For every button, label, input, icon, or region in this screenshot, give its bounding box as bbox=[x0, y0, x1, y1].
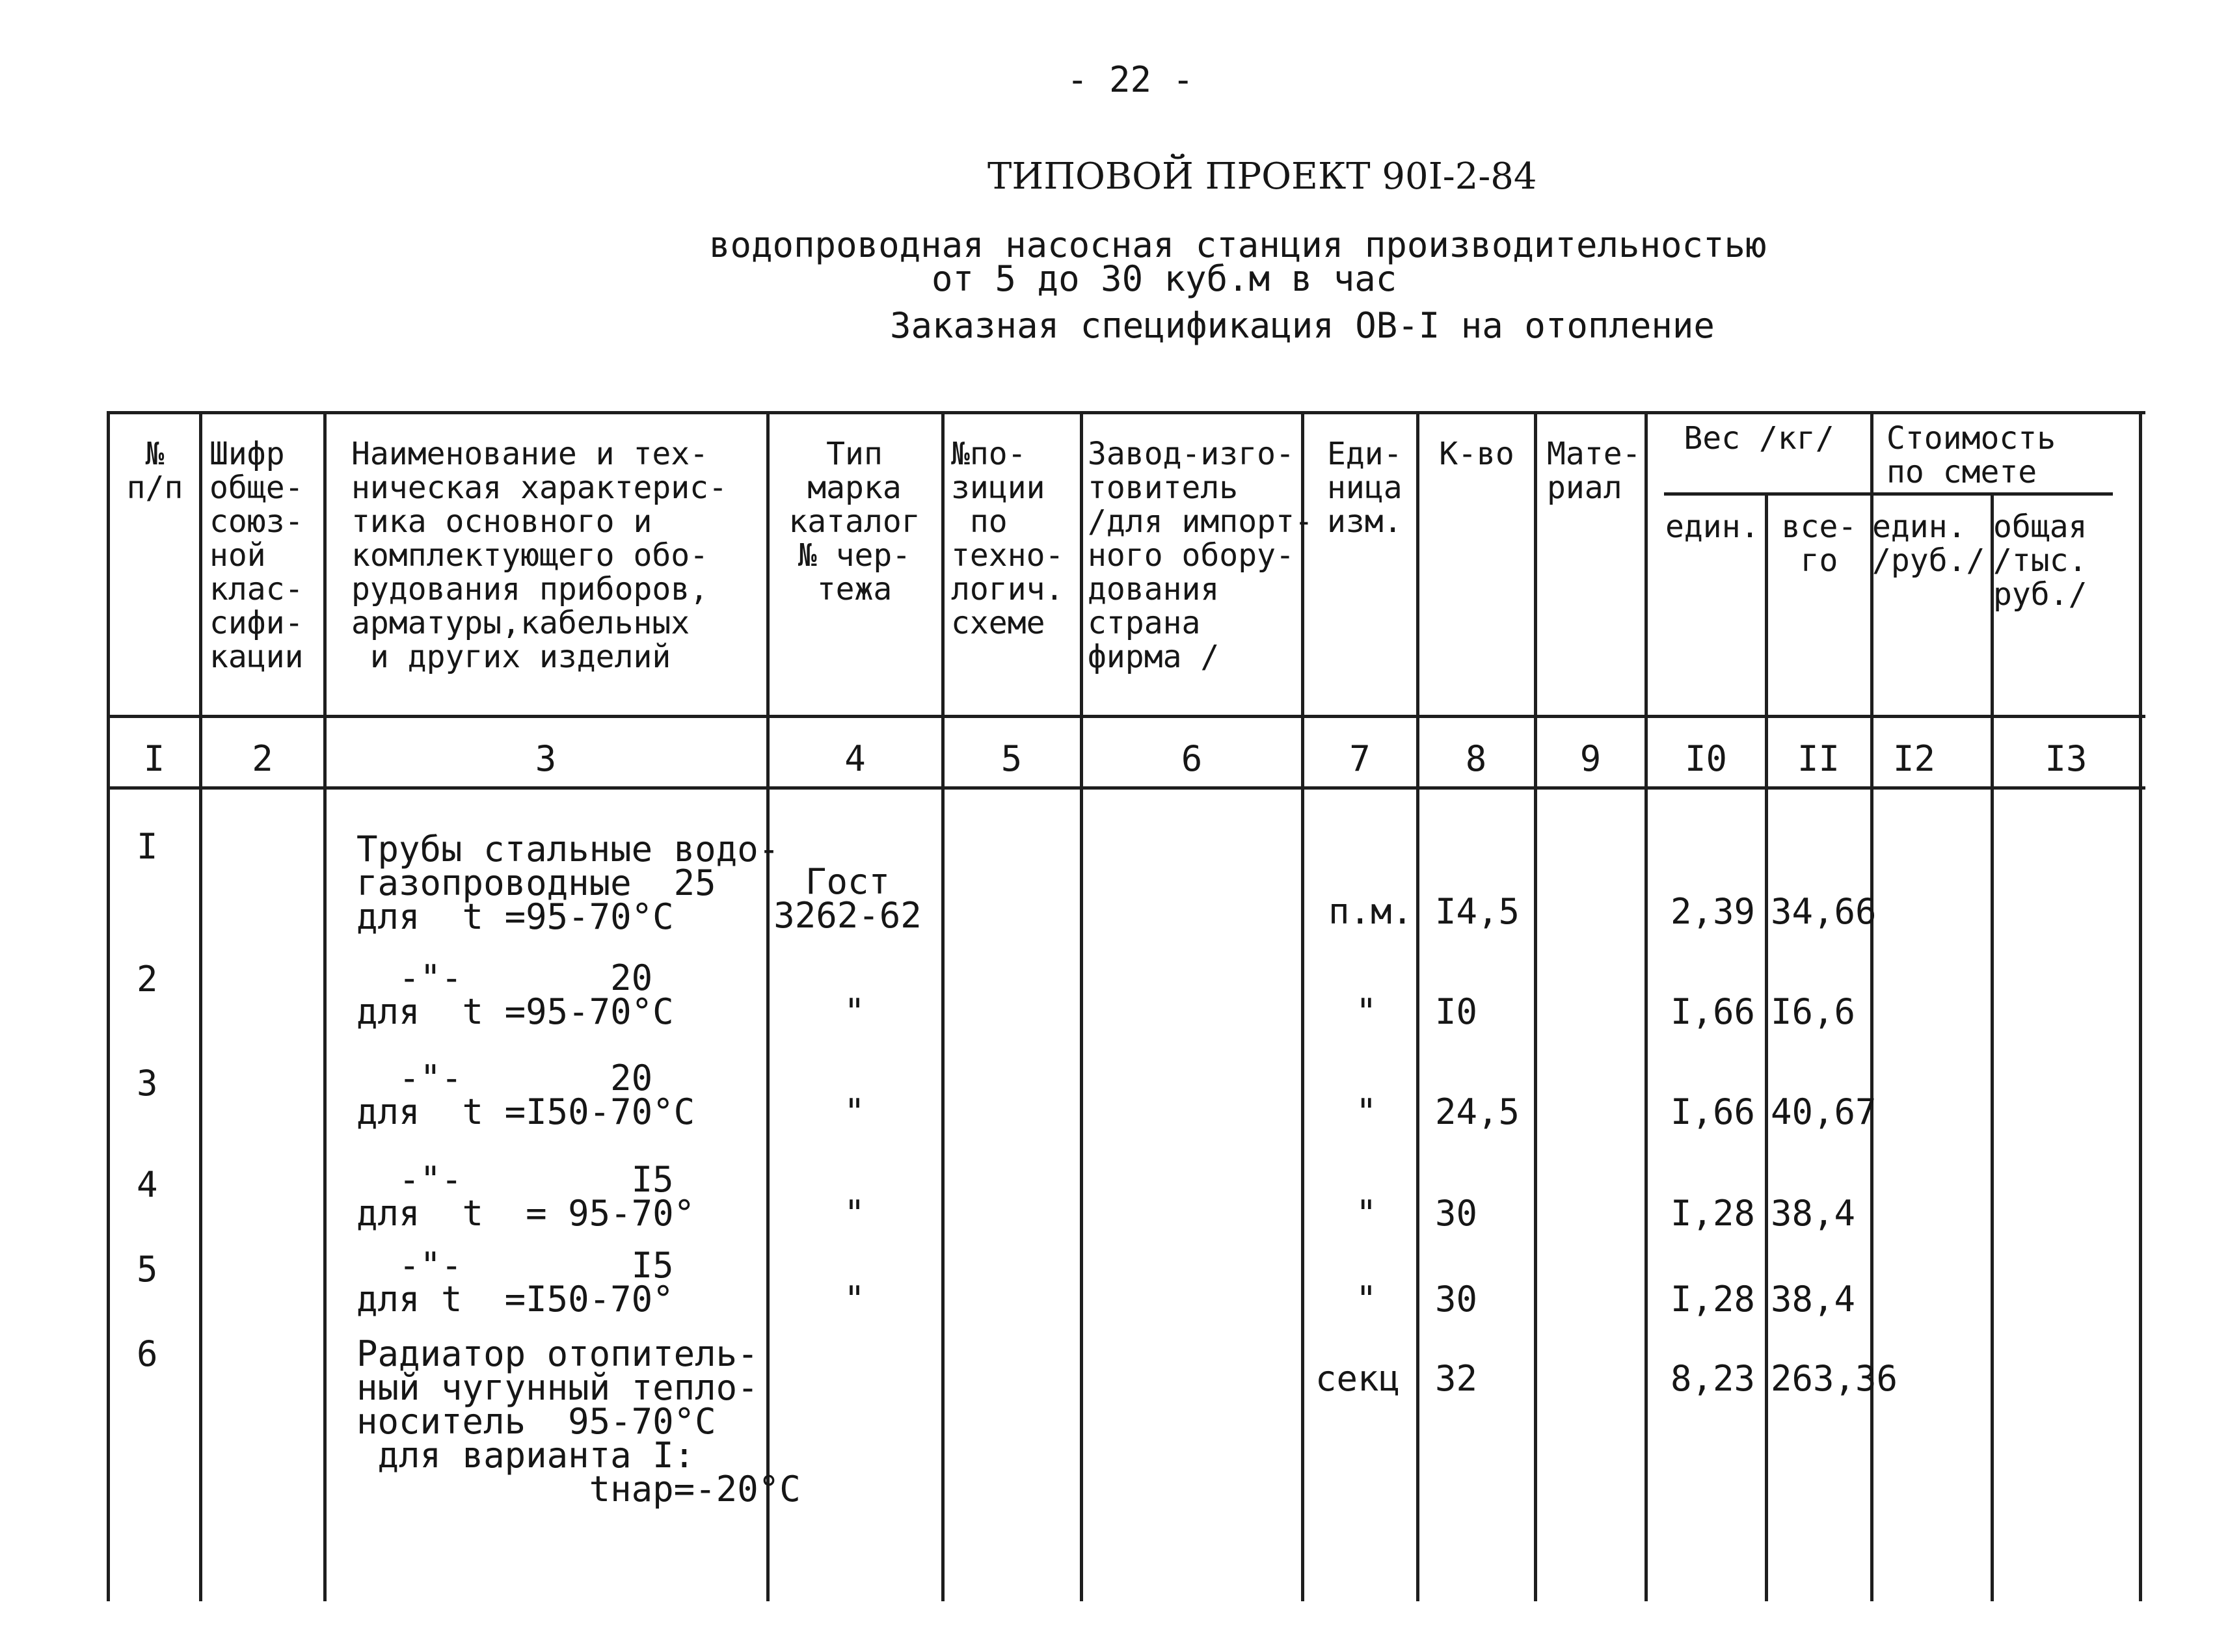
col-header-manufacturer: Завод-изго- товитель /для импорт- ного обору- дования страна фирма / bbox=[1088, 436, 1313, 675]
col-header-quantity: К-во bbox=[1439, 436, 1514, 472]
row-1-weight-total: 34,66 bbox=[1771, 891, 1877, 932]
row-3-weight-total: 40,67 bbox=[1771, 1091, 1877, 1132]
row-6-quantity: 32 bbox=[1435, 1358, 1478, 1399]
row-5-name: -"- I5 для t =I50-70° bbox=[356, 1245, 674, 1320]
col-divider-10 bbox=[1765, 492, 1768, 1601]
col-divider-2 bbox=[323, 411, 327, 1601]
row-6-unit: секц bbox=[1315, 1358, 1401, 1399]
row-2-name: -"- 20 для t =95-70°С bbox=[356, 957, 674, 1032]
column-numbers-bottom-border bbox=[109, 786, 2145, 790]
col-header-position: №по- зиции по техно- логич. схеме bbox=[951, 436, 1064, 641]
col-number-6: 6 bbox=[1181, 738, 1203, 779]
col-header-cost: Стоимость по смете bbox=[1886, 420, 2056, 490]
col-header-material: Мате- риал bbox=[1547, 436, 1641, 506]
header-bottom-border bbox=[109, 715, 2145, 718]
row-4-number: 4 bbox=[137, 1164, 158, 1205]
row-1-weight-unit: 2,39 bbox=[1671, 891, 1756, 932]
col-header-unit: Еди- ница изм. bbox=[1327, 436, 1403, 540]
row-5-weight-unit: I,28 bbox=[1671, 1279, 1756, 1320]
col-header-cost-unit: един. /руб./ bbox=[1872, 509, 1985, 579]
col-number-4: 4 bbox=[844, 738, 866, 779]
row-4-unit: " bbox=[1356, 1193, 1377, 1234]
project-title: ТИПОВОЙ ПРОЕКТ 90I-2-84 bbox=[987, 155, 1537, 198]
col-header-name: Наименование и тех- ническая характерис- тика основного и комплектующего обо- рудования приборов, арматуры,кабельных и других изделий bbox=[351, 436, 727, 675]
row-5-quantity: 30 bbox=[1435, 1279, 1478, 1320]
col-divider-7 bbox=[1416, 411, 1419, 1601]
col-number-12: I2 bbox=[1893, 738, 1936, 779]
col-number-13: I3 bbox=[2045, 738, 2087, 779]
row-3-unit: " bbox=[1356, 1091, 1377, 1132]
row-3-name: -"- 20 для t =I50-70°С bbox=[356, 1058, 695, 1132]
row-4-quantity: 30 bbox=[1435, 1193, 1478, 1234]
row-4-type: " bbox=[844, 1193, 865, 1234]
subtitle-line-2: от 5 до 30 куб.м в час bbox=[932, 258, 1397, 299]
row-3-quantity: 24,5 bbox=[1435, 1091, 1520, 1132]
row-6-weight-total: 263,36 bbox=[1771, 1358, 1898, 1399]
row-1-quantity: I4,5 bbox=[1435, 891, 1520, 932]
col-number-5: 5 bbox=[1000, 738, 1023, 779]
row-1-name: Трубы стальные водо- газопроводные 25 для t =95-70°С bbox=[356, 829, 780, 937]
row-5-weight-total: 38,4 bbox=[1771, 1279, 1856, 1320]
col-number-8: 8 bbox=[1465, 738, 1487, 779]
row-6-name: Радиатор отопитель- ный чугунный тепло- носитель 95-70°С для варианта I: tнар=-20°С bbox=[356, 1333, 801, 1510]
subtitle-line-1: водопроводная насосная станция производительностью bbox=[709, 224, 1767, 265]
col-divider-5 bbox=[1080, 411, 1083, 1601]
row-5-type: " bbox=[844, 1279, 865, 1320]
row-2-quantity: I0 bbox=[1435, 991, 1478, 1032]
specification-title: Заказная спецификация ОВ-I на отопление bbox=[890, 305, 1715, 346]
col-header-weight-unit: един. bbox=[1665, 509, 1760, 545]
col-number-2: 2 bbox=[252, 738, 273, 779]
row-3-number: 3 bbox=[137, 1063, 158, 1104]
row-1-unit: п.м. bbox=[1328, 891, 1414, 932]
col-divider-8 bbox=[1534, 411, 1537, 1601]
col-number-10: I0 bbox=[1684, 738, 1728, 779]
row-1-type: Гост 3262-62 bbox=[773, 861, 922, 936]
col-number-3: 3 bbox=[535, 738, 557, 779]
table-top-border bbox=[109, 411, 2145, 414]
col-header-cost-total: общая /тыс. руб./ bbox=[1993, 509, 2087, 613]
col-divider-4 bbox=[941, 411, 945, 1601]
page-number: - 22 - bbox=[1067, 59, 1194, 100]
row-3-weight-unit: I,66 bbox=[1671, 1091, 1756, 1132]
row-2-unit: " bbox=[1356, 991, 1377, 1032]
col-divider-9 bbox=[1644, 411, 1648, 1601]
row-4-weight-unit: I,28 bbox=[1671, 1193, 1756, 1234]
weight-cost-subheader-line bbox=[1664, 492, 2113, 496]
col-header-weight-total: все- го bbox=[1781, 509, 1857, 579]
row-3-type: " bbox=[844, 1091, 865, 1132]
col-number-9: 9 bbox=[1579, 738, 1602, 779]
col-header-number: № п/п bbox=[126, 436, 183, 506]
row-1-number: I bbox=[137, 826, 158, 867]
table-left-border bbox=[107, 411, 110, 1601]
col-divider-12 bbox=[1991, 492, 1994, 1601]
row-4-name: -"- I5 для t = 95-70° bbox=[356, 1159, 695, 1234]
col-divider-1 bbox=[199, 411, 202, 1601]
col-number-1: I bbox=[143, 738, 165, 779]
row-2-weight-total: I6,6 bbox=[1771, 991, 1856, 1032]
row-6-weight-unit: 8,23 bbox=[1671, 1358, 1756, 1399]
row-4-weight-total: 38,4 bbox=[1771, 1193, 1856, 1234]
col-header-weight: Вес /кг/ bbox=[1684, 420, 1834, 457]
col-number-11: II bbox=[1797, 738, 1840, 779]
col-divider-11 bbox=[1870, 411, 1873, 1601]
row-5-unit: " bbox=[1356, 1279, 1377, 1320]
row-6-number: 6 bbox=[137, 1333, 158, 1374]
row-2-weight-unit: I,66 bbox=[1671, 991, 1756, 1032]
row-5-number: 5 bbox=[137, 1249, 158, 1290]
row-2-number: 2 bbox=[137, 959, 158, 1000]
col-number-7: 7 bbox=[1349, 738, 1371, 779]
table-right-border bbox=[2139, 411, 2142, 1601]
row-2-type: " bbox=[844, 991, 865, 1032]
col-header-classification-code: Шифр обще- союз- ной клас- сифи- кации bbox=[209, 436, 304, 675]
col-header-type: Тип марка каталог № чер- тежа bbox=[788, 436, 920, 607]
